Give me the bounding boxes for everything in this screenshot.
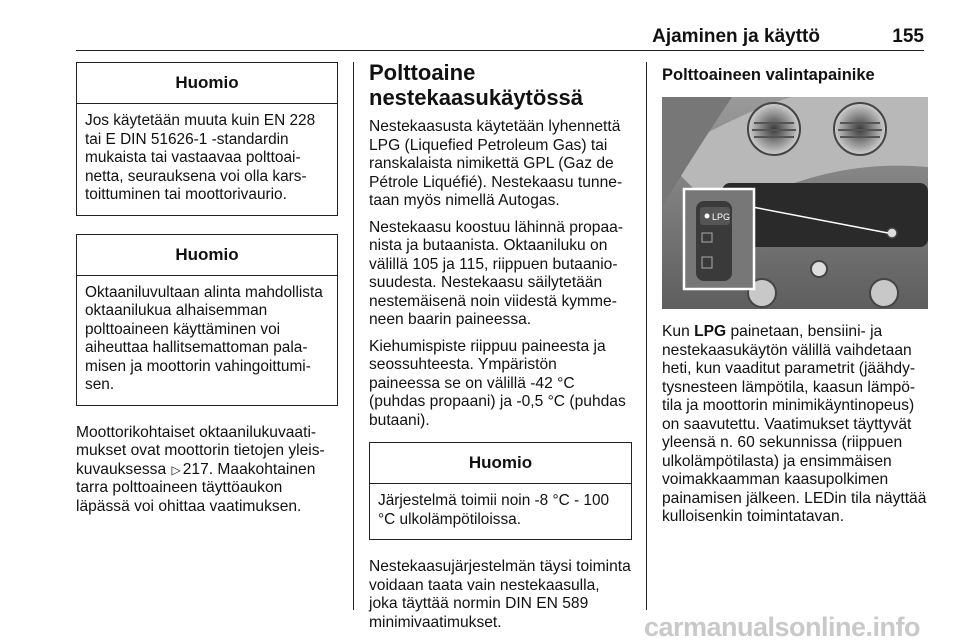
paragraph-text: painetaan, bensiini- ja nestekaasukäytön välillä vaihdetaan heti, kun vaaditut parametrit (jäähdytysnesteen lämpötila, kaasun lämpötila ja moottorin minimikäyntinopeus) on saavutettu. Vaatimukset täyttyvät yleensä n. 60 sekunnissa (riippuen ulkolämpötilasta) ja ensimmäisen voimakkaamman kaasupolkimen painamisen jälkeen. LEDin tila näyttää kulloisenkin toimintatavan. — [662, 323, 927, 525]
note-body: Järjestelmä toimii noin -8 °C - 100 °C ulkolämpötiloissa. — [378, 492, 610, 528]
header-rule — [76, 50, 924, 51]
paragraph: Kiehumispiste riippuu paineesta ja seossuhteesta. Ympäristön paineessa se on välillä -42 °C (puhdas propaani) ja -0,5 °C (puhdas butaani). — [369, 337, 626, 429]
paragraph — [662, 323, 928, 527]
note-body: Jos käytetään muuta kuin EN 228 tai E DIN 51626-1 -standardin mukaista tai vastaavaa polttoainetta, seurauksena voi olla karstoittuminen tai moottorivaurio. — [85, 112, 316, 203]
note-box — [369, 442, 632, 540]
paragraph: Nestekaasu koostuu lähinnä propaanista ja butaanista. Oktaaniluku on välillä 105 ja 115, riippuen butaaniosuudesta. Nestekaasu säilytetään nestemäisenä noin viidestä kymmeneen baarin paineessa. — [369, 218, 624, 328]
note-box — [76, 62, 338, 216]
column-divider — [646, 62, 647, 610]
right-column — [662, 62, 928, 535]
lpg-button-photo — [662, 97, 928, 309]
lpg-button-label: LPG — [712, 212, 731, 222]
note-title: Huomio — [370, 443, 631, 484]
note-body: Oktaaniluvultaan alinta mahdollista oktaanilukua alhaisemman polttoaineen käyttäminen voi aiheuttaa hallitsemattoman palamisen ja moottorin vahingoittumisen. — [85, 283, 323, 393]
octane-paragraph — [76, 424, 338, 517]
watermark: carmanualsonline.info — [643, 612, 920, 642]
note-box — [76, 234, 338, 406]
note-title: Huomio — [77, 235, 337, 276]
subsection-title: Polttoaineen valintapainike — [662, 66, 875, 84]
paragraph-text: Moottorikohtaiset oktaanilukuvaatimukset ovat moottorin tietojen yleiskuvauksessa — [76, 423, 325, 478]
note-title: Huomio — [77, 63, 337, 104]
page-reference-link[interactable]: 217 — [182, 460, 209, 478]
page-number: 155 — [892, 26, 924, 47]
column-divider — [353, 62, 354, 610]
paragraph: Nestekaasusta käytetään lyhennettä LPG (Liquefied Petroleum Gas) tai ranskalaista nimikettä GPL (Gaz de Pétrole Liquéfié). Nestekaasu tunnetaan myös nimellä Autogas. — [369, 118, 623, 209]
page-reference-icon: ▷ — [171, 462, 181, 477]
paragraph: Nestekaasujärjestelmän täysi toiminta voidaan taata vain nestekaasulla, joka täyttää normin DIN EN 589 minimivaatimukset. — [369, 558, 631, 631]
left-column — [76, 62, 338, 524]
running-header-title: Ajaminen ja käyttö — [652, 26, 820, 47]
middle-column — [369, 62, 632, 640]
lpg-keyword: LPG — [694, 323, 727, 340]
paragraph-text: . Maakohtainen tarra polttoaineen täyttöaukon läpässä voi ohittaa vaatimuksen. — [76, 460, 316, 515]
paragraph-text: Kun — [662, 323, 690, 340]
section-title: Polttoaine nestekaasukäytössä — [369, 60, 584, 110]
